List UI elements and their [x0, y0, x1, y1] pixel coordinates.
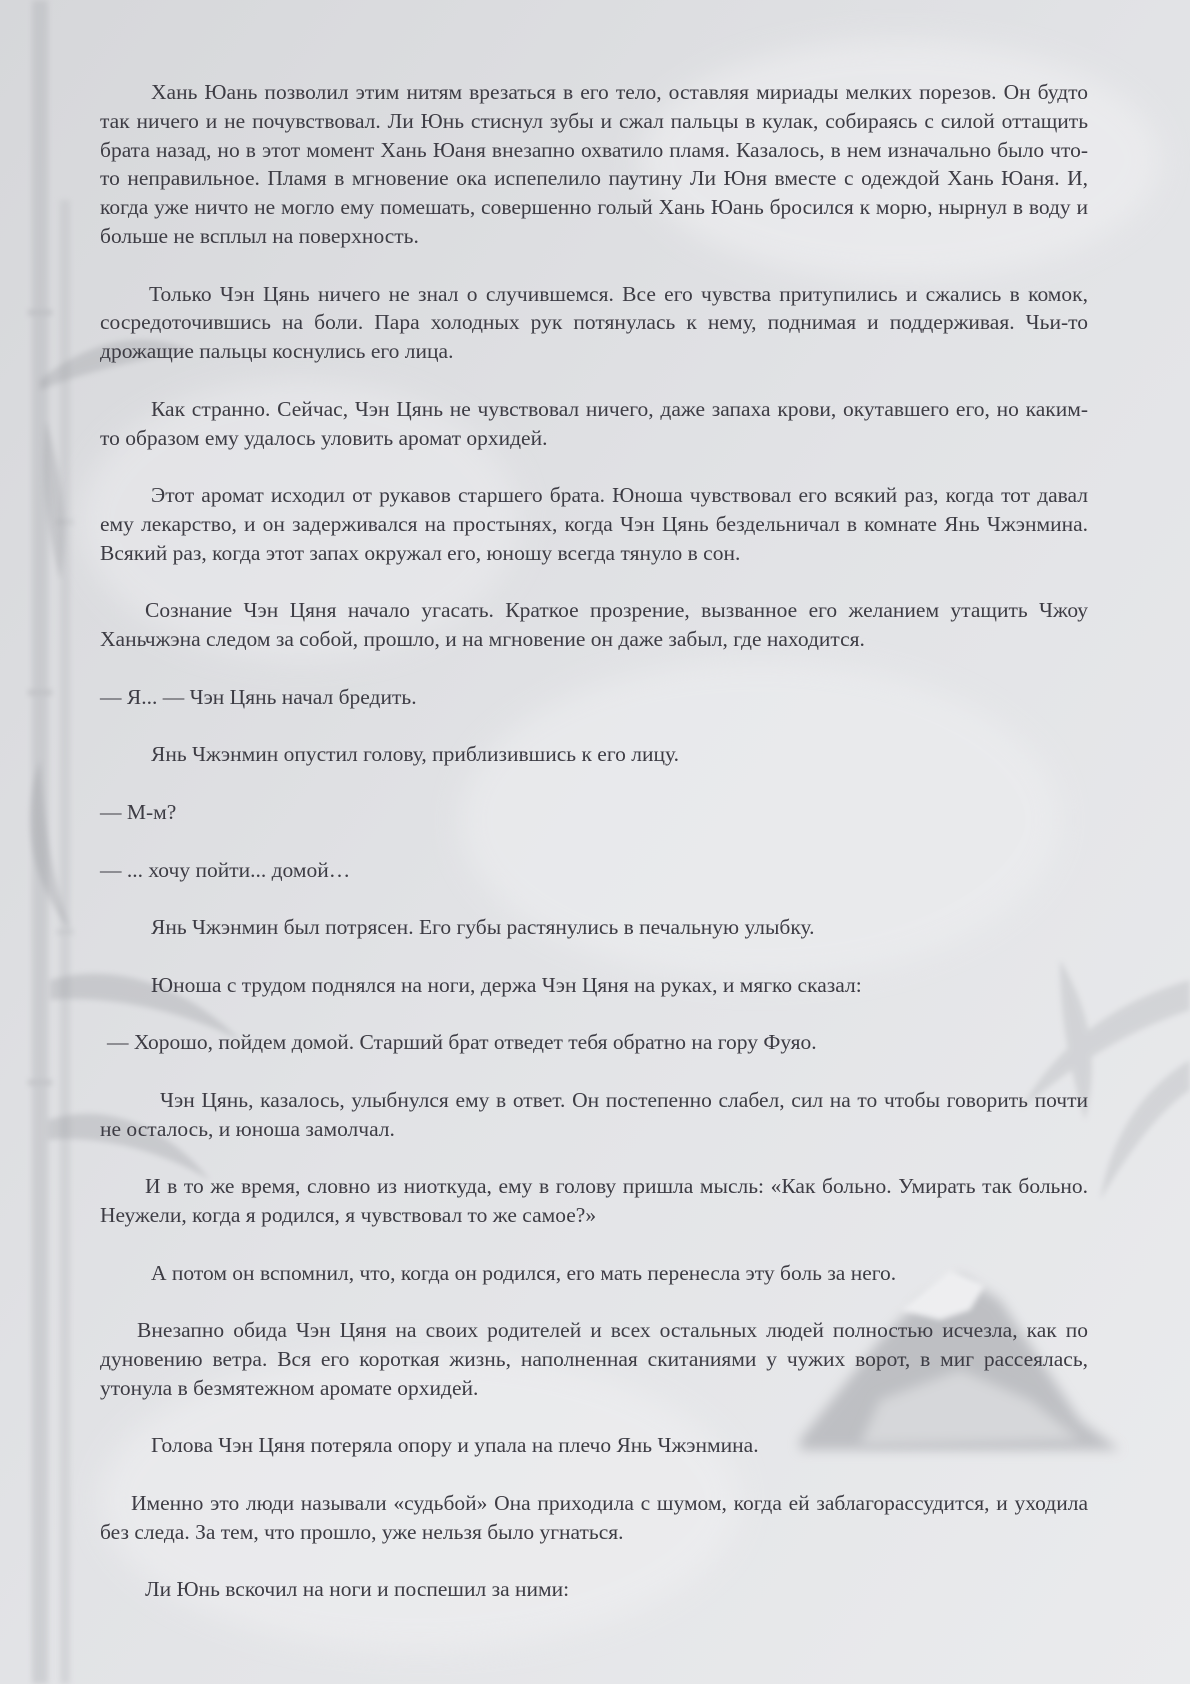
dialogue-line-4: — Хорошо, пойдем домой. Старший брат отведет тебя обратно на гору Фуяо.: [107, 1030, 817, 1055]
dialogue-line-2: — М-м?: [100, 799, 177, 824]
paragraph-6: Янь Чжэнмин опустил голову, приблизившись к его лицу.: [151, 742, 679, 767]
paragraph-13: Голова Чэн Цяня потеряла опору и упала на плечо Янь Чжэнмина.: [151, 1433, 759, 1458]
dialogue-line-1: — Я... — Чэн Цянь начал бредить.: [100, 684, 417, 709]
paragraph-10: И в то же время, словно из ниоткуда, ему в голову пришла мысль: «Как больно. Умирать так больно. Неужели, когда я родился, я чувствовал то же самое?»: [100, 1174, 1088, 1228]
paragraph-2: Только Чэн Цянь ничего не знал о случившемся. Все его чувства притупились и сжались в комок, сосредоточившись на боли. Пара холодных рук потянулась к нему, поднимая и поддерживая. Чьи-то дрожащие пальцы коснулись его лица.: [100, 281, 1088, 364]
text-page: [100, 78, 1088, 1604]
paragraph-8: Юноша с трудом поднялся на ноги, держа Чэн Цяня на руках, и мягко сказал:: [151, 972, 862, 997]
paragraph-1: Хань Юань позволил этим нитям врезаться в его тело, оставляя мириады мелких порезов. Он будто так ничего и не почувствовал. Ли Юнь стиснул зубы и сжал пальцы в кулак, собираясь с силой оттащить брата назад, но в этот момент Хань Юаня внезапно охватило пламя. Казалось, в нем изначально было что-то неправильное. Пламя в мгновение ока испепелило паутину Ли Юня вместе с одеждой Хань Юаня. И, когда уже ничто не могло ему помешать, совершенно голый Хань Юань бросился к морю, нырнул в воду и больше не всплыл на поверхность.: [100, 80, 1088, 248]
paragraph-14: Именно это люди называли «судьбой» Она приходила с шумом, когда ей заблагорассудится, и уходила без следа. За тем, что прошло, уже нельзя было угнаться.: [100, 1491, 1088, 1544]
paragraph-11: А потом он вспомнил, что, когда он родился, его мать перенесла эту боль за него.: [151, 1260, 897, 1285]
paragraph-12: Внезапно обида Чэн Цяня на своих родителей и всех остальных людей полностью исчезла, как по дуновению ветра. Вся его короткая жизнь, наполненная скитаниями у чужих ворот, в миг рассеялась, утонула в безмятежном аромате орхидей.: [100, 1318, 1088, 1400]
paragraph-15: Ли Юнь вскочил на ноги и поспешил за ними:: [145, 1577, 570, 1602]
paragraph-4: Этот аромат исходил от рукавов старшего брата. Юноша чувствовал его всякий раз, когда тот давал ему лекарство, и он задерживался на простынях, когда Чэн Цянь бездельничал в комнате Янь Чжэнмина. Всякий раз, когда этот запах окружал его, юношу всегда тянуло в сон.: [100, 483, 1088, 565]
paragraph-7: Янь Чжэнмин был потрясен. Его губы растянулись в печальную улыбку.: [151, 915, 815, 940]
dialogue-line-3: — ... хочу пойти... домой…: [100, 857, 351, 882]
paragraph-3: Как странно. Сейчас, Чэн Цянь не чувствовал ничего, даже запаха крови, окутавшего его, но каким-то образом ему удалось уловить аромат орхидей.: [100, 396, 1088, 450]
paragraph-5: Сознание Чэн Цяня начало угасать. Краткое прозрение, вызванное его желанием утащить Чжоу Ханьчжэна следом за собой, прошло, и на мгновение он даже забыл, где находится.: [100, 598, 1088, 652]
paragraph-9: Чэн Цянь, казалось, улыбнулся ему в ответ. Он постепенно слабел, сил на то чтобы говорить почти не осталось, и юноша замолчал.: [100, 1087, 1088, 1141]
